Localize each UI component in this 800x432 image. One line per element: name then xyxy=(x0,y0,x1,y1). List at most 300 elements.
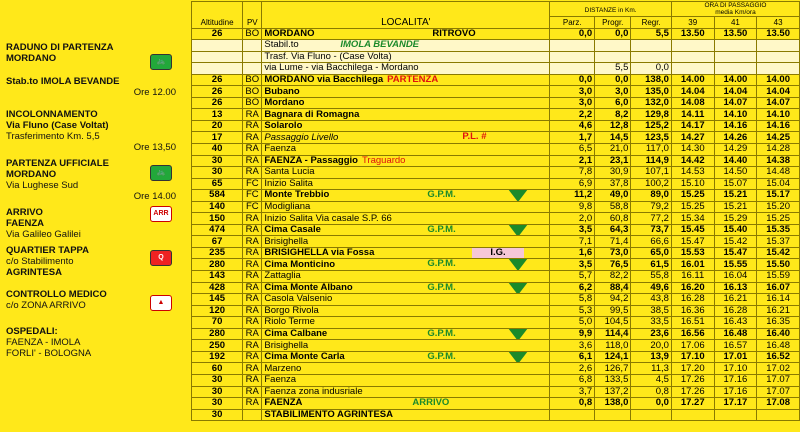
cell-localita xyxy=(262,305,550,317)
cell-altitude xyxy=(192,51,243,63)
osp-1: FAENZA - IMOLA xyxy=(6,337,81,348)
cell-pv xyxy=(243,63,262,75)
cell-time-43 xyxy=(757,40,800,52)
stab-block xyxy=(6,76,176,98)
cell-parz: 7,8 xyxy=(550,167,595,179)
cell-time-43: 15.25 xyxy=(757,213,800,225)
cell-time-39: 17.20 xyxy=(671,363,714,375)
cell-time-41: 15.40 xyxy=(714,224,757,236)
col-regr: Regr. xyxy=(631,17,672,29)
table-row xyxy=(192,398,800,410)
cell-parz xyxy=(550,63,595,75)
col-41: 41 xyxy=(714,17,757,29)
cell-pv: BO xyxy=(243,97,262,109)
raduno-block xyxy=(6,42,114,64)
cell-regr: 0,0 xyxy=(631,63,672,75)
cell-localita xyxy=(262,247,550,259)
localita-name: Brisighella xyxy=(264,339,309,351)
cell-progr: 21,0 xyxy=(595,144,631,156)
cell-time-39: 14.27 xyxy=(671,132,714,144)
table-row xyxy=(192,305,800,317)
cell-time-41: 15.21 xyxy=(714,190,757,202)
cell-pv: RA xyxy=(243,247,262,259)
cell-localita xyxy=(262,294,550,306)
cell-parz: 1,7 xyxy=(550,132,595,144)
cell-time-39: 15.45 xyxy=(671,224,714,236)
localita-note: G.P.M. xyxy=(427,189,456,201)
cell-progr: 37,8 xyxy=(595,178,631,190)
cell-pv xyxy=(243,409,262,421)
cell-time-39 xyxy=(671,40,714,52)
cell-progr: 94,2 xyxy=(595,294,631,306)
cell-pv: RA xyxy=(243,294,262,306)
cell-time-43: 15.42 xyxy=(757,247,800,259)
cell-altitude: 192 xyxy=(192,351,243,363)
quartier-block xyxy=(6,245,89,278)
cell-progr xyxy=(595,40,631,52)
table-row xyxy=(192,201,800,213)
cell-progr: 88,4 xyxy=(595,282,631,294)
cell-regr: 79,2 xyxy=(631,201,672,213)
cell-time-41: 17.10 xyxy=(714,363,757,375)
gpm-mountain-icon xyxy=(508,224,528,236)
localita-name: Faenza zona indusriale xyxy=(264,386,363,397)
cell-progr: 8,2 xyxy=(595,109,631,121)
cell-regr: 13,9 xyxy=(631,351,672,363)
cell-parz: 3,6 xyxy=(550,340,595,352)
cell-time-41: 16.28 xyxy=(714,305,757,317)
cell-pv: RA xyxy=(243,386,262,398)
cell-localita xyxy=(262,363,550,375)
table-row xyxy=(192,97,800,109)
cell-time-39: 17.27 xyxy=(671,398,714,410)
localita-note: G.P.M. xyxy=(427,224,456,235)
localita-note: Traguardo xyxy=(361,155,406,166)
localita-name: STABILIMENTO AGRINTESA xyxy=(264,409,393,420)
cell-regr: 4,5 xyxy=(631,374,672,386)
cell-altitude: 60 xyxy=(192,363,243,375)
left-info-panel xyxy=(0,0,190,432)
cell-parz: 2,1 xyxy=(550,155,595,167)
cell-time-41: 17.16 xyxy=(714,374,757,386)
cell-pv: RA xyxy=(243,271,262,283)
finish-flag-icon: ARR xyxy=(150,206,172,222)
cell-altitude: 120 xyxy=(192,305,243,317)
route-table xyxy=(191,1,800,421)
cell-localita xyxy=(262,236,550,248)
cell-regr: 129,8 xyxy=(631,109,672,121)
cell-regr: 33,5 xyxy=(631,317,672,329)
cell-localita xyxy=(262,282,550,294)
table-row xyxy=(192,236,800,248)
localita-name: Cima Monticino xyxy=(264,258,336,270)
cell-time-41: 15.21 xyxy=(714,201,757,213)
localita-name: Mordano xyxy=(264,97,305,109)
cell-localita xyxy=(262,328,550,340)
cell-progr: 60,8 xyxy=(595,213,631,225)
cell-time-43: 17.08 xyxy=(757,398,800,410)
table-row xyxy=(192,317,800,329)
arr-title: ARRIVO xyxy=(6,207,43,218)
table-row xyxy=(192,155,800,167)
cell-regr: 5,5 xyxy=(631,28,672,40)
cell-time-43: 14.04 xyxy=(757,86,800,98)
cell-altitude: 30 xyxy=(192,155,243,167)
localita-note: G.P.M. xyxy=(427,351,456,362)
cell-pv: RA xyxy=(243,132,262,144)
cell-progr: 118,0 xyxy=(595,340,631,352)
table-row xyxy=(192,409,800,421)
cell-parz: 2,0 xyxy=(550,213,595,225)
cell-altitude: 143 xyxy=(192,271,243,283)
localita-note: G.P.M. xyxy=(427,258,456,270)
table-body xyxy=(192,28,800,421)
cell-parz: 0,0 xyxy=(550,74,595,86)
cell-regr: 107,1 xyxy=(631,167,672,179)
table-row xyxy=(192,167,800,179)
cell-time-41: 16.57 xyxy=(714,340,757,352)
localita-name: FAENZA xyxy=(264,397,303,409)
cell-time-41: 14.16 xyxy=(714,120,757,132)
gpm-mountain-icon xyxy=(508,190,528,202)
localita-name: Cima Monte Albano xyxy=(264,282,353,293)
cell-localita xyxy=(262,224,550,236)
cell-progr: 23,1 xyxy=(595,155,631,167)
cell-progr: 0,0 xyxy=(595,28,631,40)
localita-name: Faenza xyxy=(264,374,297,386)
cell-altitude: 250 xyxy=(192,340,243,352)
cell-pv: RA xyxy=(243,363,262,375)
table-row xyxy=(192,294,800,306)
cell-time-39: 15.10 xyxy=(671,178,714,190)
cell-regr: 20,0 xyxy=(631,340,672,352)
cell-localita xyxy=(262,351,550,363)
cell-time-41: 16.43 xyxy=(714,317,757,329)
cell-time-43: 15.04 xyxy=(757,178,800,190)
col-parz: Parz. xyxy=(550,17,595,29)
cell-pv: RA xyxy=(243,236,262,248)
cell-time-41: 15.47 xyxy=(714,247,757,259)
cell-parz: 9,8 xyxy=(550,201,595,213)
col-39: 39 xyxy=(671,17,714,29)
cell-time-39: 16.51 xyxy=(671,317,714,329)
cell-parz: 0,8 xyxy=(550,398,595,410)
cell-time-41: 14.40 xyxy=(714,155,757,167)
cell-time-43 xyxy=(757,409,800,421)
col-altitudine: Altitudine xyxy=(192,2,243,29)
localita-name: Monte Trebbio xyxy=(264,189,330,201)
cell-time-39: 16.11 xyxy=(671,271,714,283)
cell-altitude xyxy=(192,40,243,52)
medical-icon: ▲ xyxy=(150,295,172,311)
cell-time-41 xyxy=(714,409,757,421)
cell-time-39 xyxy=(671,63,714,75)
localita-note: I.G. xyxy=(472,248,523,258)
table-row xyxy=(192,63,800,75)
cell-time-39: 14.30 xyxy=(671,144,714,156)
cell-time-43: 14.38 xyxy=(757,155,800,167)
inc-title: INCOLONNAMENTO xyxy=(6,109,98,120)
cell-pv: FC xyxy=(243,178,262,190)
cell-progr: 138,0 xyxy=(595,398,631,410)
cm-c: c/o ZONA ARRIVO xyxy=(6,300,86,311)
cell-progr: 49,0 xyxy=(595,190,631,202)
cell-pv: BO xyxy=(243,86,262,98)
localita-note: G.P.M. xyxy=(427,282,456,293)
cell-progr: 14,5 xyxy=(595,132,631,144)
localita-name: Marzeno xyxy=(264,362,302,374)
cell-altitude: 70 xyxy=(192,317,243,329)
cell-regr: 138,0 xyxy=(631,74,672,86)
cell-pv: RA xyxy=(243,213,262,225)
cell-time-39: 16.36 xyxy=(671,305,714,317)
cell-progr: 114,4 xyxy=(595,328,631,340)
bicycle-icon: 🚲 xyxy=(150,54,172,70)
col-progr: Progr. xyxy=(595,17,631,29)
localita-name: Trasf. Via Fluno - (Case Volta) xyxy=(264,51,392,62)
cell-regr xyxy=(631,40,672,52)
cell-time-39 xyxy=(671,51,714,63)
cell-altitude: 17 xyxy=(192,132,243,144)
cell-time-39: 17.26 xyxy=(671,374,714,386)
cell-parz: 2,6 xyxy=(550,363,595,375)
cell-pv: RA xyxy=(243,328,262,340)
cell-time-43: 16.48 xyxy=(757,340,800,352)
cell-time-39: 14.00 xyxy=(671,74,714,86)
cell-parz xyxy=(550,51,595,63)
cell-progr: 64,3 xyxy=(595,224,631,236)
cell-altitude: 30 xyxy=(192,409,243,421)
cell-time-41: 14.26 xyxy=(714,132,757,144)
cell-localita xyxy=(262,86,550,98)
cell-time-43: 15.50 xyxy=(757,259,800,271)
part-place: MORDANO xyxy=(6,169,57,180)
col-43: 43 xyxy=(757,17,800,29)
cell-progr: 82,2 xyxy=(595,271,631,283)
cell-parz: 5,0 xyxy=(550,317,595,329)
cell-regr: 11,3 xyxy=(631,363,672,375)
qt-place: AGRINTESA xyxy=(6,267,62,278)
cell-localita xyxy=(262,120,550,132)
cell-time-43: 14.28 xyxy=(757,144,800,156)
cell-altitude: 474 xyxy=(192,224,243,236)
cell-time-41: 16.21 xyxy=(714,294,757,306)
cell-parz xyxy=(550,40,595,52)
cell-localita xyxy=(262,97,550,109)
cell-localita xyxy=(262,167,550,179)
cell-parz: 2,2 xyxy=(550,109,595,121)
cell-regr: 73,7 xyxy=(631,224,672,236)
cell-time-43: 15.17 xyxy=(757,190,800,202)
cell-time-39: 17.26 xyxy=(671,386,714,398)
cell-regr: 43,8 xyxy=(631,294,672,306)
cell-regr: 0,0 xyxy=(631,398,672,410)
raduno-title: RADUNO DI PARTENZA xyxy=(6,42,114,53)
cell-time-39: 15.47 xyxy=(671,236,714,248)
cell-pv: RA xyxy=(243,224,262,236)
cell-localita xyxy=(262,201,550,213)
cell-progr: 3,0 xyxy=(595,86,631,98)
cell-time-39: 14.42 xyxy=(671,155,714,167)
table-row xyxy=(192,51,800,63)
cell-localita xyxy=(262,398,550,410)
cell-parz: 0,0 xyxy=(550,28,595,40)
media-label: media Km/ora xyxy=(715,9,756,16)
cell-altitude: 584 xyxy=(192,190,243,202)
table-row xyxy=(192,351,800,363)
cell-time-39: 14.17 xyxy=(671,120,714,132)
cell-parz: 3,5 xyxy=(550,224,595,236)
cell-time-43: 16.21 xyxy=(757,305,800,317)
table-row xyxy=(192,28,800,40)
cell-parz: 6,8 xyxy=(550,374,595,386)
table-row xyxy=(192,178,800,190)
cell-parz xyxy=(550,409,595,421)
cell-regr xyxy=(631,409,672,421)
cell-time-39: 17.10 xyxy=(671,351,714,363)
cell-pv: RA xyxy=(243,109,262,121)
localita-note: IMOLA BEVANDE xyxy=(340,39,420,51)
table-row xyxy=(192,144,800,156)
cell-localita xyxy=(262,51,550,63)
ospedali-block xyxy=(6,326,91,359)
cell-pv: RA xyxy=(243,282,262,294)
cell-localita xyxy=(262,28,550,40)
cell-altitude: 67 xyxy=(192,236,243,248)
cell-regr: 89,0 xyxy=(631,190,672,202)
cell-pv: RA xyxy=(243,374,262,386)
cm-title: CONTROLLO MEDICO xyxy=(6,289,107,300)
cell-altitude: 150 xyxy=(192,213,243,225)
cell-time-43: 14.00 xyxy=(757,74,800,86)
cell-pv xyxy=(243,40,262,52)
table-row xyxy=(192,74,800,86)
cell-parz: 11,2 xyxy=(550,190,595,202)
table-row xyxy=(192,271,800,283)
cell-pv: RA xyxy=(243,167,262,179)
cell-progr xyxy=(595,51,631,63)
table-row xyxy=(192,132,800,144)
cell-time-41: 15.29 xyxy=(714,213,757,225)
localita-note: ARRIVO xyxy=(412,397,450,409)
cell-time-43: 16.40 xyxy=(757,328,800,340)
cell-time-41: 14.29 xyxy=(714,144,757,156)
table-row xyxy=(192,224,800,236)
cell-regr: 61,5 xyxy=(631,259,672,271)
localita-note: G.P.M. xyxy=(427,328,456,339)
cell-regr xyxy=(631,51,672,63)
cell-time-39: 14.11 xyxy=(671,109,714,121)
stab-line: Stab.to IMOLA BEVANDE xyxy=(6,76,120,87)
cell-time-43: 17.07 xyxy=(757,374,800,386)
cell-time-43: 15.59 xyxy=(757,271,800,283)
cell-time-39: 14.08 xyxy=(671,97,714,109)
part-street: Via Lughese Sud xyxy=(6,180,79,191)
cell-localita xyxy=(262,144,550,156)
cell-parz: 1,6 xyxy=(550,247,595,259)
table-row xyxy=(192,386,800,398)
cell-time-39: 15.53 xyxy=(671,247,714,259)
localita-name: Riolo Terme xyxy=(264,316,315,328)
cell-altitude: 26 xyxy=(192,86,243,98)
cell-time-43: 14.16 xyxy=(757,120,800,132)
cell-altitude: 30 xyxy=(192,398,243,410)
cell-regr: 49,6 xyxy=(631,282,672,294)
cell-progr: 104,5 xyxy=(595,317,631,329)
localita-name: BRISIGHELLA via Fossa xyxy=(264,247,375,259)
inc-time: Ore 13,50 xyxy=(133,142,176,153)
cell-altitude: 65 xyxy=(192,178,243,190)
osp-2: FORLI' - BOLOGNA xyxy=(6,348,92,359)
col-ora xyxy=(671,2,799,17)
cell-parz: 3,7 xyxy=(550,386,595,398)
table-row xyxy=(192,259,800,271)
cell-altitude: 145 xyxy=(192,294,243,306)
cell-pv: RA xyxy=(243,340,262,352)
cell-localita xyxy=(262,74,550,86)
cell-time-41: 14.07 xyxy=(714,97,757,109)
localita-note: RITROVO xyxy=(432,28,476,39)
col-localita: LOCALITA' xyxy=(262,2,550,29)
cell-progr: 71,4 xyxy=(595,236,631,248)
cell-altitude: 20 xyxy=(192,120,243,132)
cell-altitude: 280 xyxy=(192,328,243,340)
cell-altitude: 26 xyxy=(192,74,243,86)
cell-parz: 5,7 xyxy=(550,271,595,283)
qt-c: c/o Stabilimento xyxy=(6,256,74,267)
cell-pv: RA xyxy=(243,398,262,410)
col-distanze: DISTANZE in Km. xyxy=(550,2,672,17)
cell-localita xyxy=(262,40,550,52)
cell-time-41 xyxy=(714,51,757,63)
localita-name: Passaggio Livello xyxy=(264,131,339,143)
part-title: PARTENZA UFFICIALE xyxy=(6,158,109,169)
table-row xyxy=(192,86,800,98)
cell-time-41: 13.50 xyxy=(714,28,757,40)
cell-pv: FC xyxy=(243,190,262,202)
arrivo-block xyxy=(6,207,81,240)
localita-name: Bubano xyxy=(264,85,300,97)
cell-parz: 4,6 xyxy=(550,120,595,132)
cell-time-39 xyxy=(671,409,714,421)
cell-altitude: 13 xyxy=(192,109,243,121)
localita-name: Cima Monte Carla xyxy=(264,351,345,363)
cell-localita xyxy=(262,109,550,121)
localita-name: Faenza xyxy=(264,143,297,155)
cell-progr: 73,0 xyxy=(595,247,631,259)
table-row xyxy=(192,328,800,340)
cell-progr: 0,0 xyxy=(595,74,631,86)
cell-time-43: 16.14 xyxy=(757,294,800,306)
table-row xyxy=(192,120,800,132)
cell-time-39: 16.01 xyxy=(671,259,714,271)
cell-pv: FC xyxy=(243,201,262,213)
cell-time-39: 16.56 xyxy=(671,328,714,340)
table-row xyxy=(192,40,800,52)
cell-localita xyxy=(262,340,550,352)
cell-progr: 133,5 xyxy=(595,374,631,386)
cell-regr: 0,8 xyxy=(631,386,672,398)
cell-time-43: 13.50 xyxy=(757,28,800,40)
localita-name: MORDANO xyxy=(264,28,315,39)
quartier-icon: Q xyxy=(150,250,172,266)
localita-name: Zattaglia xyxy=(264,270,301,282)
table-header xyxy=(192,2,800,17)
cell-time-41: 15.42 xyxy=(714,236,757,248)
cell-pv: RA xyxy=(243,120,262,132)
cell-altitude: 26 xyxy=(192,97,243,109)
localita-note: P.L. # xyxy=(462,131,487,143)
